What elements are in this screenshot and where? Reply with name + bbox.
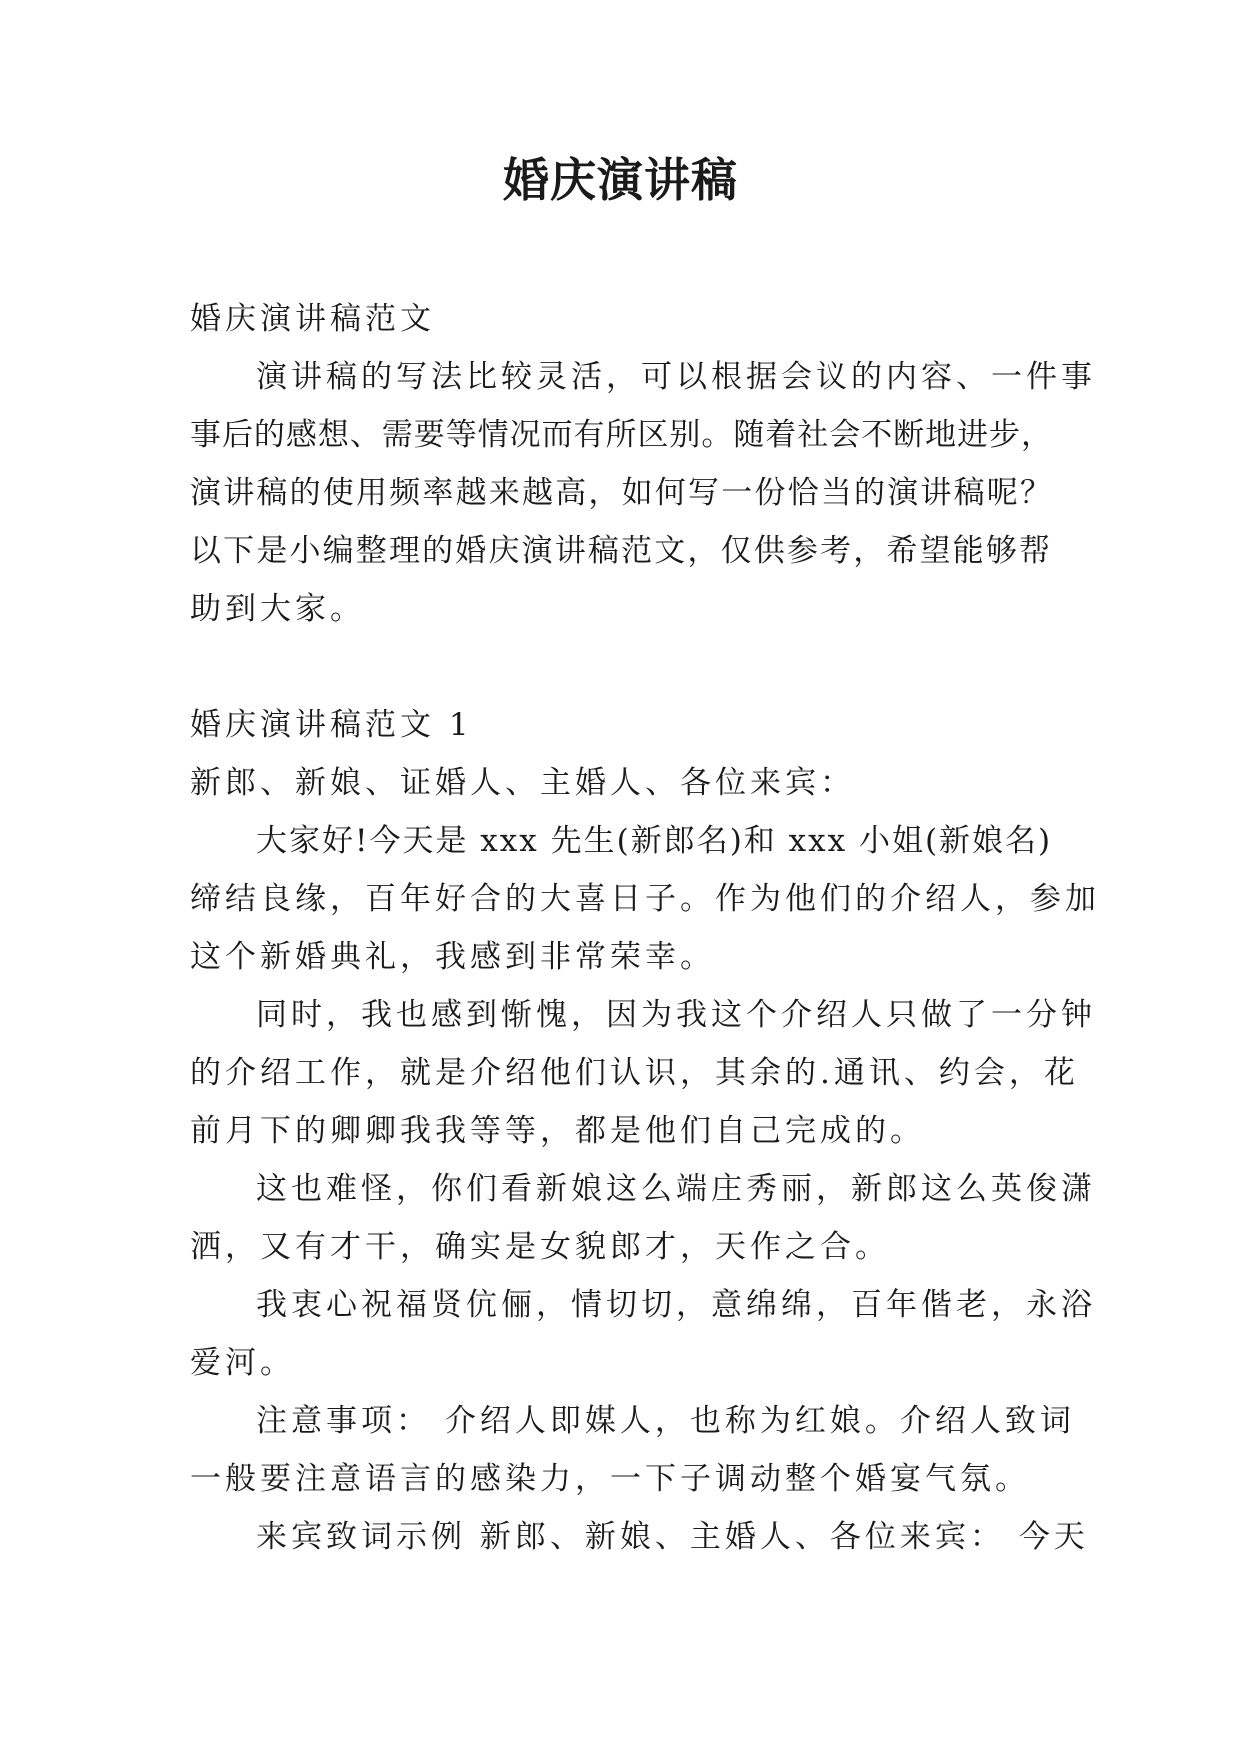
paragraph-line: 的介绍工作，就是介绍他们认识，其余的.通讯、约会，花: [190, 1055, 1079, 1091]
paragraph-line: 同时，我也感到惭愧，因为我这个介绍人只做了一分钟: [256, 997, 1096, 1033]
paragraph-line: 这个新婚典礼，我感到非常荣幸。: [190, 939, 715, 975]
paragraph-line: 我衷心祝福贤伉俪，情切切，意绵绵，百年偕老，永浴: [256, 1287, 1096, 1323]
salutation-line: 新郎、新娘、证婚人、主婚人、各位来宾：: [190, 765, 855, 801]
document-body: [190, 290, 1100, 1566]
paragraph-line: 前月下的卿卿我我等等，都是他们自己完成的。: [190, 1113, 925, 1149]
paragraph-line: 爱河。: [190, 1345, 295, 1381]
paragraph-line: 以下是小编整理的婚庆演讲稿范文，仅供参考，希望能够帮: [190, 533, 1052, 569]
paragraph-line: 缔结良缘，百年好合的大喜日子。作为他们的介绍人，参加: [190, 881, 1100, 917]
paragraph-line: 事后的感想、需要等情况而有所区别。随着社会不断地进步，: [190, 417, 1052, 453]
paragraph-line: 来宾致词示例 新郎、新娘、主婚人、各位来宾： 今天: [256, 1519, 1089, 1555]
paragraph-gap: [190, 638, 1052, 696]
paragraph-line: 注意事项： 介绍人即媒人，也称为红娘。介绍人致词: [256, 1403, 1075, 1439]
paragraph-line: 一般要注意语言的感染力，一下子调动整个婚宴气氛。: [190, 1461, 1030, 1497]
paragraph-line: 演讲稿的使用频率越来越高，如何写一份恰当的演讲稿呢？: [190, 475, 1052, 511]
section-heading: 婚庆演讲稿范文 1: [190, 707, 473, 743]
subtitle-line: 婚庆演讲稿范文: [190, 301, 435, 337]
paragraph-line: 助到大家。: [190, 591, 365, 627]
paragraph-line: 演讲稿的写法比较灵活，可以根据会议的内容、一件事: [256, 359, 1096, 395]
paragraph-line: 洒，又有才干，确实是女貌郎才，天作之合。: [190, 1229, 890, 1265]
paragraph-line: 这也难怪，你们看新娘这么端庄秀丽，新郎这么英俊潇: [256, 1171, 1096, 1207]
document-title: 婚庆演讲稿: [503, 153, 738, 207]
paragraph-line: 大家好!今天是 xxx 先生(新郎名)和 xxx 小姐(新娘名): [256, 823, 1053, 859]
